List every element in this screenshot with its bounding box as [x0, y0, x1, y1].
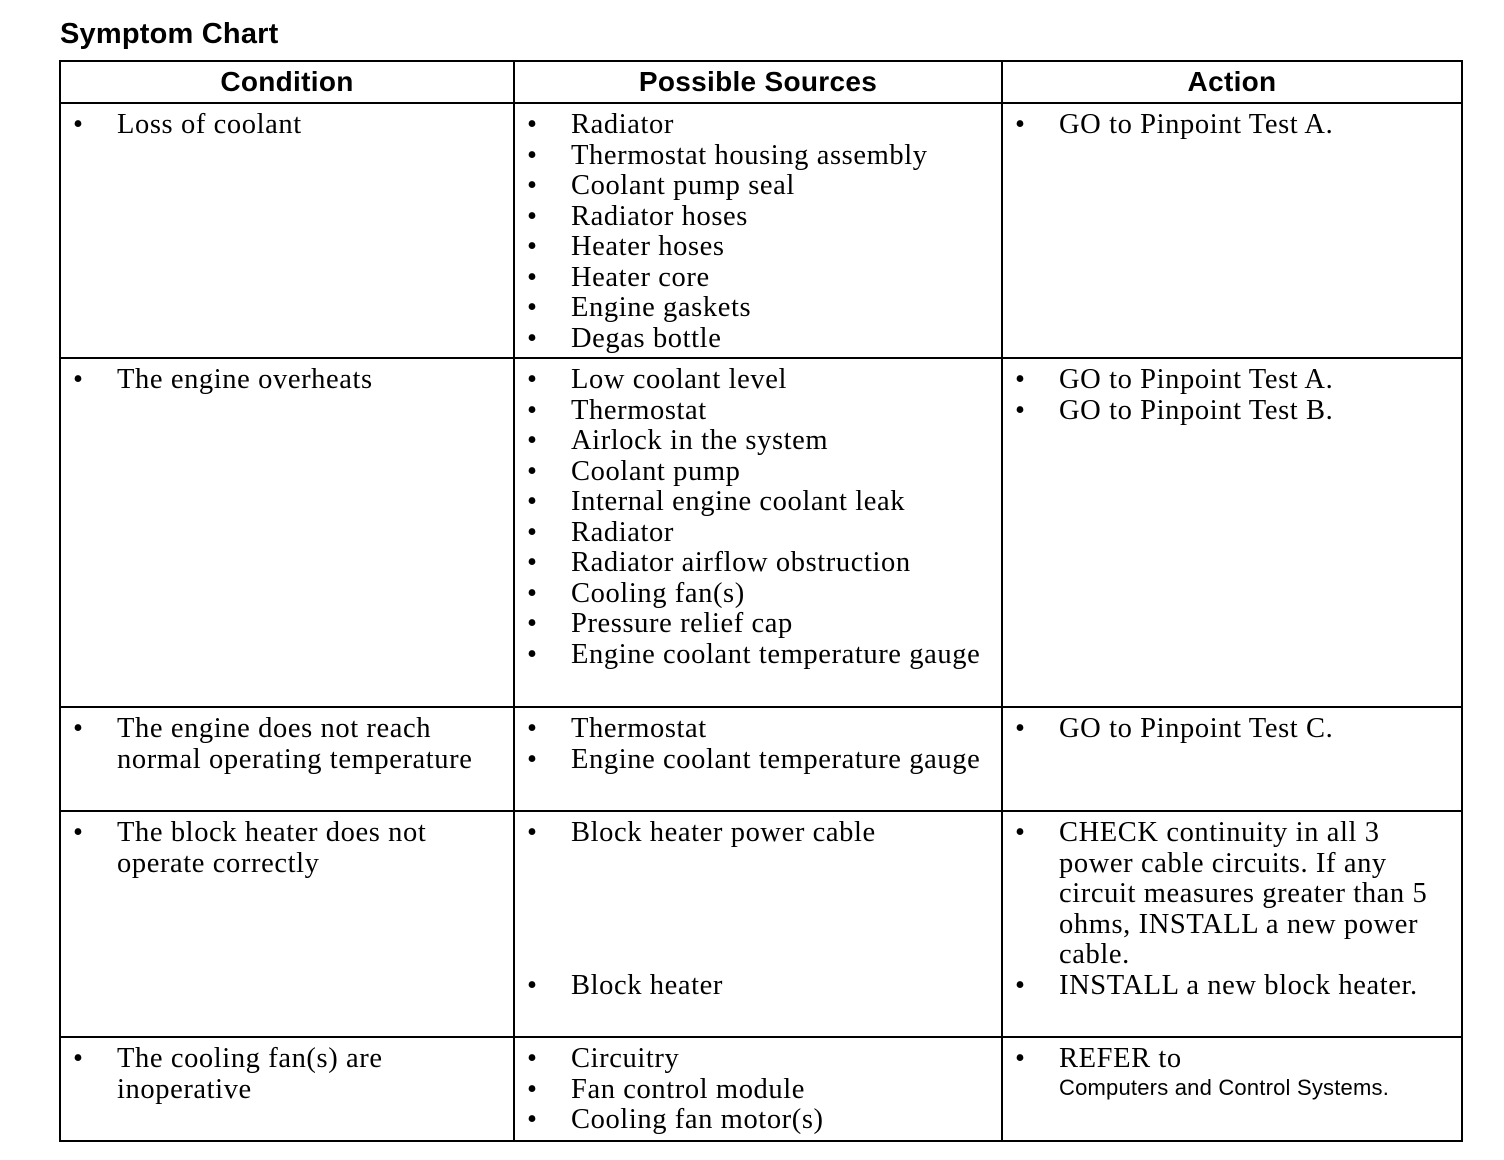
source-item: • Coolant pump: [527, 457, 991, 488]
action-item: • GO to Pinpoint Test A.: [1015, 365, 1451, 396]
header-condition: Condition: [60, 61, 514, 103]
source-item: • Thermostat: [527, 396, 991, 427]
condition-text: • The cooling fan(s) are inoperative: [73, 1044, 503, 1105]
header-action: Action: [1002, 61, 1462, 103]
action-cell: [1002, 358, 1462, 707]
source-item: • Block heater power cable: [527, 818, 991, 849]
action-item: • INSTALL a new block heater.: [1015, 971, 1451, 1002]
action-item: • GO to Pinpoint Test A.: [1015, 110, 1451, 141]
condition-text: • Loss of coolant: [73, 110, 503, 141]
action-item: • CHECK continuity in all 3 power cable circuits. If any circuit measures greater than 5 ohms, INSTALL a new power cable.: [1015, 818, 1451, 971]
table-row: [60, 811, 1462, 1037]
action-item: • GO to Pinpoint Test C.: [1015, 714, 1451, 745]
table-row: [60, 707, 1462, 811]
action-text: REFER to: [1059, 1043, 1182, 1074]
source-item: • Engine gaskets: [527, 293, 991, 324]
source-item: • Engine coolant temperature gauge: [527, 745, 991, 776]
source-item: • Pressure relief cap: [527, 609, 991, 640]
source-item: • Thermostat housing assembly: [527, 141, 991, 172]
action-cell: [1002, 811, 1462, 1037]
source-item: • Engine coolant temperature gauge: [527, 640, 991, 671]
sources-cell: [514, 707, 1002, 811]
sources-cell: [514, 1037, 1002, 1141]
condition-text: • The engine does not reach normal operating temperature: [73, 714, 503, 775]
source-item: • Radiator: [527, 518, 991, 549]
condition-cell: [60, 707, 514, 811]
condition-cell: [60, 811, 514, 1037]
source-item: • Radiator airflow obstruction: [527, 548, 991, 579]
action-item: [1015, 1044, 1451, 1101]
source-item: • Cooling fan(s): [527, 579, 991, 610]
action-cell: [1002, 1037, 1462, 1141]
table-row: [60, 1037, 1462, 1141]
condition-cell: [60, 1037, 514, 1141]
action-item: • GO to Pinpoint Test B.: [1015, 396, 1451, 427]
source-item: • Heater hoses: [527, 232, 991, 263]
source-item: • Circuitry: [527, 1044, 991, 1075]
condition-text: • The block heater does not operate correctly: [73, 818, 503, 879]
action-reference-text: Computers and Control Systems.: [1059, 1074, 1390, 1100]
source-item: • Degas bottle: [527, 324, 991, 355]
condition-cell: [60, 358, 514, 707]
source-item: • Block heater: [527, 971, 991, 1002]
source-item: • Cooling fan motor(s): [527, 1105, 991, 1136]
table-header-row: [60, 61, 1462, 103]
sources-cell: [514, 103, 1002, 358]
action-cell: [1002, 103, 1462, 358]
source-item: • Coolant pump seal: [527, 171, 991, 202]
source-item: • Internal engine coolant leak: [527, 487, 991, 518]
table-row: [60, 103, 1462, 358]
source-item: • Radiator: [527, 110, 991, 141]
sources-cell: [514, 358, 1002, 707]
action-cell: [1002, 707, 1462, 811]
condition-cell: [60, 103, 514, 358]
sources-cell: [514, 811, 1002, 1037]
header-possible-sources: Possible Sources: [514, 61, 1002, 103]
source-item: • Radiator hoses: [527, 202, 991, 233]
source-item: • Low coolant level: [527, 365, 991, 396]
condition-text: • The engine overheats: [73, 365, 503, 396]
source-item: • Fan control module: [527, 1075, 991, 1106]
symptom-chart-table: [59, 60, 1463, 1142]
source-item: • Heater core: [527, 263, 991, 294]
source-item: • Airlock in the system: [527, 426, 991, 457]
page-title: Symptom Chart: [60, 18, 279, 50]
source-item: • Thermostat: [527, 714, 991, 745]
table-row: [60, 358, 1462, 707]
